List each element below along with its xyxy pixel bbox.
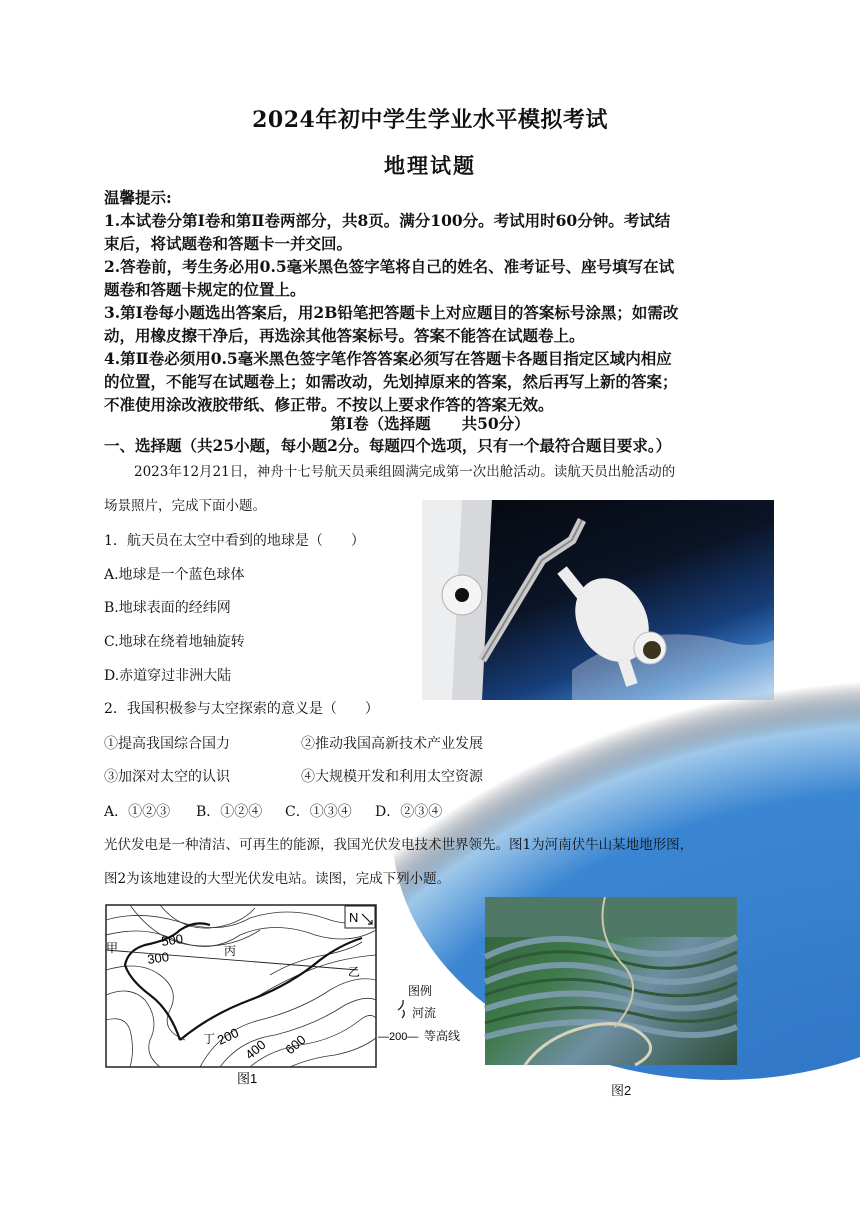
option-d: D.赤道穿过非洲大陆 <box>104 668 232 684</box>
north-label: N <box>349 910 359 925</box>
river-legend-icon <box>398 1000 404 1018</box>
passage-text: 2023年12月21日，神舟十七号航天员乘组圆满完成第一次出舱活动。读航天员出舱活动的 <box>134 464 676 480</box>
option-a: A．①②③ <box>104 804 171 820</box>
solar-station-illustration <box>485 897 737 1065</box>
place-yi: 乙 <box>348 965 361 979</box>
place-bing: 丙 <box>224 944 237 958</box>
passage-text: 图2为该地建设的大型光伏发电站。读图，完成下列小题。 <box>104 871 451 887</box>
passage-text: 场景照片，完成下面小题。 <box>104 498 266 514</box>
contour-label-400: 400 <box>242 1036 269 1063</box>
tips-line: 1.本试卷分第Ⅰ卷和第Ⅱ卷两部分，共8页。满分100分。考试用时60分钟。考试结 <box>104 211 671 230</box>
figure1-caption: 图1 <box>237 1071 258 1086</box>
passage-text: 光伏发电是一种清洁、可再生的能源，我国光伏发电技术世界领先。图1为河南伏牛山某地地形图， <box>104 837 694 853</box>
contour-label-500: 500 <box>160 931 184 949</box>
tips-line: 3.第Ⅰ卷每小题选出答案后，用2B铅笔把答题卡上对应题目的答案标号涂黑；如需改 <box>104 303 679 322</box>
section-title: 第Ⅰ卷（选择题 共50分） <box>330 414 530 433</box>
legend-contour: 等高线 <box>424 1029 461 1043</box>
statement-item: ③加深对太空的认识 <box>104 769 230 785</box>
tips-line: 的位置，不能写在试题卷上；如需改动，先划掉原来的答案，然后再写上新的答案； <box>104 372 678 391</box>
astronaut-illustration <box>422 500 774 700</box>
tips-line: 4.第Ⅱ卷必须用0.5毫米黑色签字笔作答答案必须写在答题卡各题目指定区域内相应 <box>104 349 672 368</box>
statement-item: ②推动我国高新技术产业发展 <box>301 736 483 752</box>
legend-river: 河流 <box>412 1006 437 1020</box>
legend-title: 图例 <box>408 984 433 998</box>
place-ding: 丁 <box>203 1032 216 1046</box>
section-instruction: 一、选择题（共25小题，每小题2分。每题四个选项，只有一个最符合题目要求。） <box>104 436 672 455</box>
exam-title: 2024年初中学生学业水平模拟考试 <box>252 107 608 133</box>
option-a: A.地球是一个蓝色球体 <box>104 567 245 583</box>
statement-item: ④大规模开发和利用太空资源 <box>301 769 483 785</box>
tips-heading: 温馨提示: <box>104 188 172 207</box>
place-jia: 甲 <box>106 941 119 955</box>
option-c: C．①③④ <box>285 804 352 820</box>
statement-item: ①提高我国综合国力 <box>104 736 230 752</box>
question-stem: 1．航天员在太空中看到的地球是（ ） <box>104 533 365 549</box>
tips-line: 题卷和答题卡规定的位置上。 <box>104 280 306 299</box>
contour-map-svg <box>100 900 461 1095</box>
topographic-map <box>100 900 461 1095</box>
exam-subtitle: 地理试题 <box>384 153 476 178</box>
tips-line: 2.答卷前，考生务必用0.5毫米黑色签字笔将自己的姓名、准考证号、座号填写在试 <box>104 257 675 276</box>
figure2-caption: 图2 <box>611 1083 632 1098</box>
solar-station-photo <box>485 897 737 1065</box>
astronaut-photo <box>422 500 774 700</box>
option-d: D．②③④ <box>375 804 443 820</box>
legend-contour-sample: —200— <box>378 1031 419 1043</box>
tips-line: 束后，将试题卷和答题卡一并交回。 <box>104 234 353 253</box>
contour-label-600: 600 <box>282 1031 309 1058</box>
tips-line: 不准使用涂改液胶带纸、修正带。不按以上要求作答的答案无效。 <box>104 395 554 414</box>
option-b: B．①②④ <box>196 804 263 820</box>
option-b: B.地球表面的经纬网 <box>104 600 231 616</box>
contour-label-300: 300 <box>146 949 170 967</box>
option-c: C.地球在绕着地轴旋转 <box>104 634 245 650</box>
contour-label-200: 200 <box>214 1024 241 1048</box>
tips-line: 动，用橡皮擦干净后，再选涂其他答案标号。答案不能答在试题卷上。 <box>104 326 585 345</box>
question-stem: 2．我国积极参与太空探索的意义是（ ） <box>104 701 379 717</box>
